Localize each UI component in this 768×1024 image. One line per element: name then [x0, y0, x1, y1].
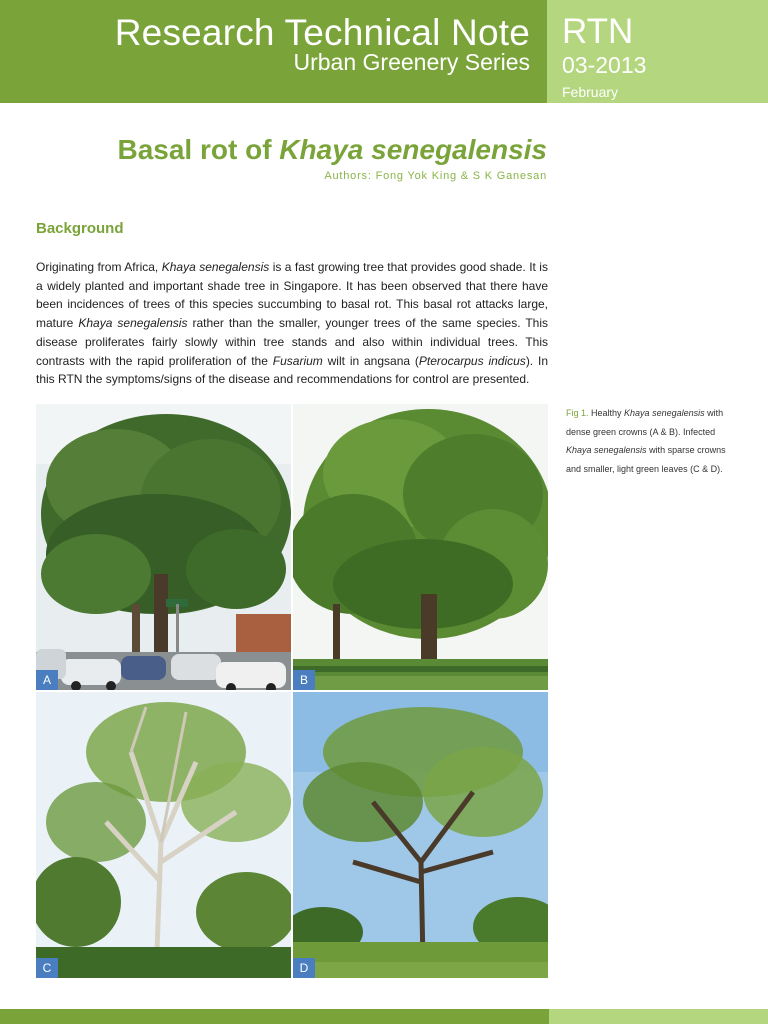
figure-label: Fig 1.	[566, 408, 589, 418]
tree-photo-d	[293, 692, 548, 978]
footer-bar-light	[549, 1009, 768, 1024]
text-run-italic: Fusarium	[272, 353, 323, 368]
rtn-number: 03-2013	[562, 52, 647, 78]
photo-panel-a	[36, 404, 291, 690]
article-title-plain: Basal rot of	[117, 134, 280, 165]
panel-tag-b: B	[293, 670, 315, 690]
text-run: ). In this RTN the symptoms/signs of the disease and recommendations for control are presented.	[36, 353, 549, 387]
series-subtitle: Urban Greenery Series	[293, 49, 530, 75]
panel-tag-d: D	[293, 958, 315, 978]
figure-1	[36, 404, 548, 984]
text-run: wilt in angsana (	[322, 353, 419, 368]
rtn-month: February	[562, 84, 619, 100]
article-title	[117, 134, 547, 166]
tree-photo-b	[293, 404, 548, 690]
article-title-species: Khaya senegalensis	[279, 134, 547, 165]
photo-panel-c	[36, 692, 291, 978]
footer-bar	[0, 1009, 549, 1024]
section-heading-background: Background	[36, 220, 124, 237]
photo-panel-d	[293, 692, 548, 978]
panel-tag-c: C	[36, 958, 58, 978]
text-run: is a fast growing tree that provides good shade. It is a widely planted and important shade tree in Singapore. It has been observed that there have been incidences of trees of this species succumbing to basal rot. This basal rot attacks large, mature	[36, 260, 548, 331]
rtn-label: RTN	[562, 12, 634, 51]
background-paragraph	[36, 258, 548, 389]
text-run: Healthy	[588, 408, 625, 418]
tree-photo-c	[36, 692, 291, 978]
text-run: rather than the smaller, younger trees of the same species. This disease proliferates fairly slowly within tree stands and also within individual trees. This contrasts with the rapid proliferation of the	[36, 316, 548, 368]
text-run-italic: Khaya senegalensis	[161, 260, 270, 274]
text-run-italic: Khaya senegalensis	[566, 445, 647, 456]
text-run-italic: Khaya senegalensis	[624, 408, 705, 418]
text-run: Originating from Africa,	[36, 260, 162, 274]
tree-photo-a	[36, 404, 291, 690]
text-run-italic: Khaya senegalensis	[78, 316, 188, 331]
photo-panel-b	[293, 404, 548, 690]
text-run-italic: Pterocarpus indicus	[418, 353, 526, 368]
panel-tag-a: A	[36, 670, 58, 690]
text-run: with sparse crowns and smaller, light green leaves (C & D).	[566, 445, 726, 474]
text-run: with dense green crowns (A & B). Infected	[566, 408, 724, 437]
article-authors: Authors: Fong Yok King & S K Ganesan	[324, 170, 547, 182]
figure-caption	[566, 404, 741, 478]
series-title: Research Technical Note	[114, 12, 530, 53]
